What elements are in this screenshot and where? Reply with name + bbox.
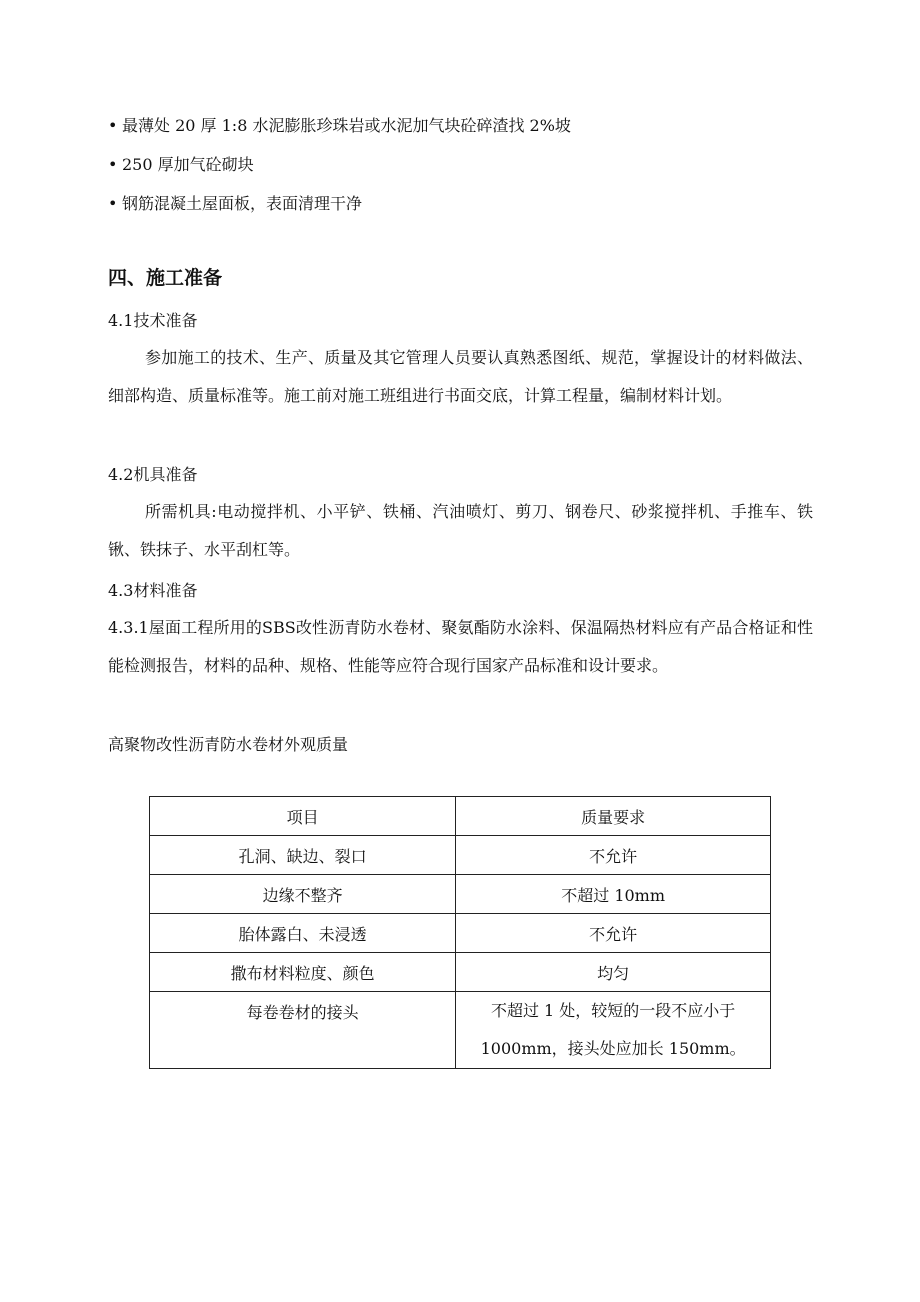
subsection-title-tech: 4.1技术准备 [108,311,198,330]
cell-item: 胎体露白、未浸透 [150,914,456,953]
cell-requirement: 不超过 1 处，较短的一段不应小于 1000mm，接头处应加长 150mm。 [456,992,771,1069]
paragraph-material: 4.3.1屋面工程所用的SBS改性沥青防水卷材、聚氨酯防水涂料、保温隔热材料应有产品合格证和性能检测报告，材料的品种、规格、性能等应符合现行国家产品标准和设计要求。 [108,618,813,675]
bullet-text: 250 厚加气砼砌块 [122,155,254,174]
subsection-title-machine: 4.2机具准备 [108,465,198,484]
section-heading: 四、施工准备 [108,267,223,289]
table-header-row [150,797,771,836]
bullet-icon: • [108,116,118,135]
header-cell-requirement: 质量要求 [456,797,771,836]
table-row [150,836,771,875]
header-cell-item: 项目 [150,797,456,836]
cell-requirement: 不允许 [456,914,771,953]
bullet-item [108,155,254,175]
paragraph-machine: 所需机具:电动搅拌机、小平铲、铁桶、汽油喷灯、剪刀、钢卷尺、砂浆搅拌机、手推车、铁锹、铁抹子、水平刮杠等。 [108,502,813,559]
table-row [150,914,771,953]
bullet-item [108,116,571,136]
cell-requirement: 不允许 [456,836,771,875]
table-row [150,992,771,1069]
bullet-item [108,194,362,214]
cell-item: 每卷卷材的接头 [150,992,456,1069]
cell-requirement: 均匀 [456,953,771,992]
table-row [150,875,771,914]
bullet-icon: • [108,155,118,174]
table-row [150,953,771,992]
bullet-text: 最薄处 20 厚 1:8 水泥膨胀珍珠岩或水泥加气块砼碎渣找 2%坡 [122,116,571,135]
quality-table [149,796,771,1069]
subsection-title-material: 4.3材料准备 [108,581,198,600]
table-caption: 高聚物改性沥青防水卷材外观质量 [108,735,349,754]
bullet-icon: • [108,194,118,213]
cell-item: 边缘不整齐 [150,875,456,914]
paragraph-tech: 参加施工的技术、生产、质量及其它管理人员要认真熟悉图纸、规范，掌握设计的材料做法、细部构造、质量标准等。施工前对施工班组进行书面交底，计算工程量，编制材料计划。 [108,348,813,405]
cell-requirement: 不超过 10mm [456,875,771,914]
bullet-text: 钢筋混凝土屋面板，表面清理干净 [122,194,363,213]
cell-item: 撒布材料粒度、颜色 [150,953,456,992]
cell-item: 孔洞、缺边、裂口 [150,836,456,875]
